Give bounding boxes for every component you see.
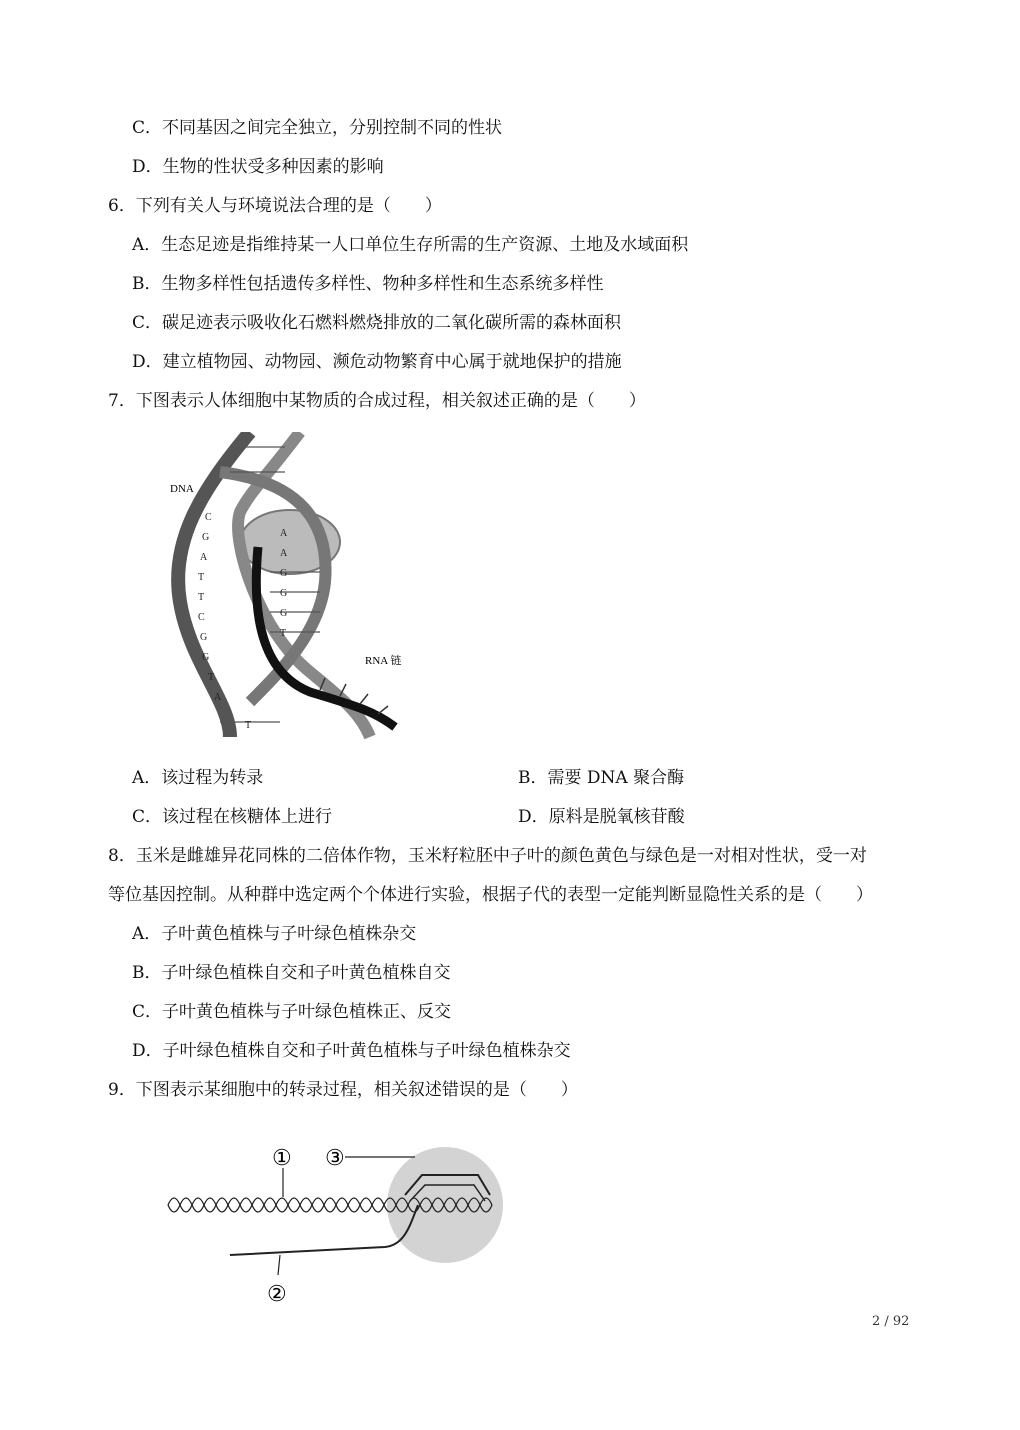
- base-left-2: G: [202, 532, 210, 543]
- rna-label: RNA 链: [365, 655, 402, 667]
- base-right-5: G: [280, 608, 288, 619]
- dna-label: DNA: [170, 483, 194, 495]
- base-left-10: A: [214, 692, 222, 703]
- q5-option-d: D．生物的性状受多种因素的影响: [132, 157, 384, 177]
- q7-stem: 7．下图表示人体细胞中某物质的合成过程，相关叙述正确的是（ ）: [108, 391, 646, 411]
- page-number: 2 / 92: [872, 1314, 910, 1329]
- q6-option-a: A．生态足迹是指维持某一人口单位生存所需的生产资源、土地及水域面积: [132, 235, 689, 255]
- q8-option-a: A．子叶黄色植株与子叶绿色植株杂交: [132, 924, 417, 944]
- q6-option-b: B．生物多样性包括遗传多样性、物种多样性和生态系统多样性: [132, 274, 604, 294]
- transcription-figure-dna-rna: [160, 432, 420, 742]
- q7-option-b: B．需要 DNA 聚合酶: [518, 768, 685, 788]
- label-2: ②: [267, 1282, 287, 1307]
- q6-option-c: C．碳足迹表示吸收化石燃料燃烧排放的二氧化碳所需的森林面积: [132, 313, 622, 333]
- q8-option-d: D．子叶绿色植株自交和子叶黄色植株与子叶绿色植株杂交: [132, 1041, 571, 1061]
- q8-option-c: C．子叶黄色植株与子叶绿色植株正、反交: [132, 1002, 452, 1022]
- base-left-5: T: [198, 592, 205, 603]
- base-right-6: T: [280, 628, 287, 639]
- q8-option-b: B．子叶绿色植株自交和子叶黄色植株自交: [132, 963, 451, 983]
- q5-option-c: C．不同基因之间完全独立，分别控制不同的性状: [132, 118, 503, 138]
- q9-stem: 9．下图表示某细胞中的转录过程，相关叙述错误的是（ ）: [108, 1080, 578, 1100]
- q8-stem-line1: 8．玉米是雌雄异花同株的二倍体作物，玉米籽粒胚中子叶的颜色黄色与绿色是一对相对性状，受一对: [108, 846, 867, 866]
- base-right-3: G: [280, 568, 288, 579]
- base-left-6: C: [198, 612, 205, 623]
- base-left-1: C: [205, 512, 212, 523]
- q8-stem-line2: 等位基因控制。从种群中选定两个个体进行实验，根据子代的表型一定能判断显隐性关系的是（ ）: [108, 885, 873, 905]
- label-1: ①: [272, 1146, 292, 1171]
- rna-polymerase-circle: [387, 1147, 503, 1263]
- q7-option-d: D．原料是脱氧核苷酸: [518, 807, 685, 827]
- base-left-4: T: [198, 572, 205, 583]
- transcription-figure-bubble: [160, 1135, 510, 1310]
- base-right-4: G: [280, 588, 288, 599]
- q7-option-c: C．该过程在核糖体上进行: [132, 807, 333, 827]
- q6-option-d: D．建立植物园、动物园、濒危动物繁育中心属于就地保护的措施: [132, 352, 622, 372]
- base-left-7: G: [200, 632, 208, 643]
- base-right-7: T: [245, 720, 252, 731]
- label-3: ③: [325, 1146, 345, 1171]
- q6-stem: 6．下列有关人与环境说法合理的是（ ）: [108, 196, 442, 216]
- base-left-3: A: [200, 552, 208, 563]
- base-right-2: A: [280, 548, 288, 559]
- q7-option-a: A．该过程为转录: [132, 768, 264, 788]
- base-left-8: G: [202, 652, 210, 663]
- base-left-9: T: [208, 672, 215, 683]
- base-right-1: A: [280, 528, 288, 539]
